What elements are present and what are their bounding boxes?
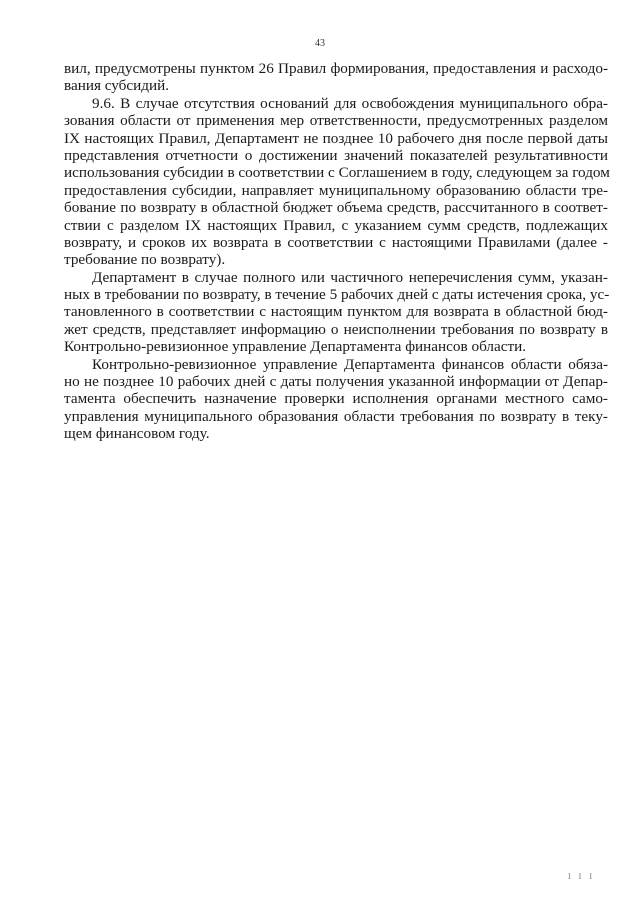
- text-line: ных в требовании по возврату, в течение 5 рабочих дней с даты истечения срока, ус-: [64, 286, 610, 304]
- text-line: возврату, и сроков их возврата в соответствии с настоящими Правилами (далее -: [64, 233, 608, 251]
- text-line: вания субсидий.: [64, 77, 170, 95]
- paragraph-audit-control: [64, 356, 608, 443]
- text-line: щем финансовом году.: [64, 425, 210, 443]
- text-line: представления отчетности о достижении значений показателей результативности: [64, 146, 608, 164]
- text-line: вил, предусмотрены пунктом 26 Правил формирования, предоставления и расходо-: [64, 60, 608, 77]
- scan-artifact-mark: І І І: [568, 872, 595, 881]
- text-line: IX настоящих Правил, Департамент не позднее 10 рабочего дня после первой даты: [64, 129, 608, 147]
- paragraph-clause-9-6: [64, 95, 608, 269]
- text-line: тамента обеспечить назначение проверки исполнения органами местного само-: [64, 390, 608, 408]
- text-line: 9.6. В случае отсутствия оснований для освобождения муниципального обра-: [92, 94, 608, 112]
- paragraph-department-notice: [64, 269, 608, 356]
- text-line: Контрольно-ревизионное управление Департамента финансов области.: [64, 338, 527, 356]
- document-body: [64, 60, 608, 443]
- paragraph-continuation: [64, 60, 608, 95]
- text-line: использования субсидии в соответствии с Соглашением в году, следующем за годом: [64, 164, 610, 182]
- text-line: зования области от применения мер ответственности, предусмотренных разделом: [64, 112, 608, 130]
- text-line: тановленного в соответствии с настоящим пунктом для возврата в областной бюд-: [64, 303, 608, 321]
- text-line: Департамент в случае полного или частичного неперечисления сумм, указан-: [92, 268, 608, 286]
- page-number: 43: [315, 38, 325, 49]
- text-line: требование по возврату).: [64, 251, 226, 269]
- text-line: но не позднее 10 рабочих дней с даты получения указанной информации от Депар-: [64, 373, 608, 391]
- text-line: предоставления субсидии, направляет муниципальному образованию области тре-: [64, 181, 608, 199]
- text-line: Контрольно-ревизионное управление Департамента финансов области обяза-: [92, 355, 608, 373]
- text-line: управления муниципального образования области требования по возврату в теку-: [64, 407, 608, 425]
- text-line: бование по возврату в областной бюджет объема средств, рассчитанного в соответ-: [64, 199, 608, 217]
- text-line: ствии с разделом IX настоящих Правил, с указанием сумм средств, подлежащих: [64, 216, 608, 234]
- text-line: жет средств, представляет информацию о неисполнении требования по возврату в: [64, 320, 608, 338]
